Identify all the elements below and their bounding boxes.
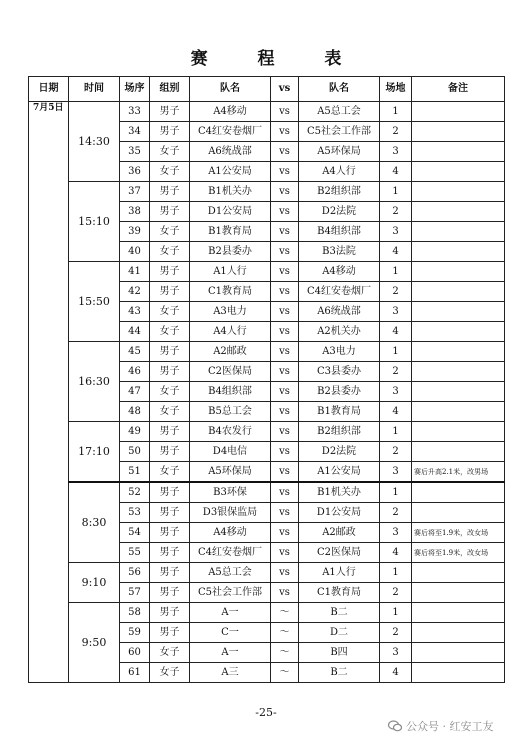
note-cell [412,422,505,442]
watermark [388,718,494,734]
venue-cell: 4 [380,162,412,182]
group-cell: 男子 [150,583,190,603]
time-cell: 15:50 [69,262,120,342]
group-cell: 男子 [150,503,190,523]
team-b-cell: B二 [299,663,380,683]
vs-cell: vs [271,162,299,182]
seq-cell: 48 [120,402,150,422]
team-b-cell: C2医保局 [299,543,380,563]
note-cell [412,182,505,202]
team-b-cell: B二 [299,603,380,623]
vs-cell: ～ [271,643,299,663]
seq-cell: 36 [120,162,150,182]
group-cell: 女子 [150,222,190,242]
note-cell [412,302,505,322]
vs-cell: vs [271,543,299,563]
seq-cell: 54 [120,523,150,543]
group-cell: 女子 [150,402,190,422]
team-a-cell: B1机关办 [190,182,271,202]
team-b-cell: C1教育局 [299,583,380,603]
seq-cell: 51 [120,462,150,483]
note-cell [412,202,505,222]
seq-cell: 59 [120,623,150,643]
seq-cell: 55 [120,543,150,563]
team-a-cell: D4电信 [190,442,271,462]
table-row [29,182,505,202]
time-cell: 9:10 [69,563,120,603]
header-note: 备注 [412,77,505,102]
vs-cell: vs [271,523,299,543]
group-cell: 女子 [150,142,190,162]
note-cell: 赛后升高2.1米，改男场 [412,462,505,483]
vs-cell: ～ [271,663,299,683]
venue-cell: 1 [380,603,412,623]
seq-cell: 58 [120,603,150,623]
team-b-cell: A2邮政 [299,523,380,543]
table-row [29,102,505,122]
group-cell: 男子 [150,563,190,583]
venue-cell: 3 [380,222,412,242]
note-cell [412,482,505,503]
seq-cell: 60 [120,643,150,663]
header-team-a: 队名 [190,77,271,102]
note-cell [412,563,505,583]
vs-cell: vs [271,342,299,362]
vs-cell: vs [271,402,299,422]
note-cell [412,222,505,242]
team-a-cell: A2邮政 [190,342,271,362]
team-a-cell: B4组织部 [190,382,271,402]
venue-cell: 2 [380,623,412,643]
time-cell: 14:30 [69,102,120,182]
team-a-cell: C4红安卷烟厂 [190,122,271,142]
group-cell: 女子 [150,663,190,683]
team-a-cell: A4人行 [190,322,271,342]
vs-cell: vs [271,142,299,162]
table-row [29,482,505,503]
group-cell: 男子 [150,282,190,302]
team-b-cell: B2组织部 [299,422,380,442]
team-b-cell: B2县委办 [299,382,380,402]
team-a-cell: A4移动 [190,523,271,543]
header-group: 组别 [150,77,190,102]
venue-cell: 4 [380,242,412,262]
team-a-cell: C一 [190,623,271,643]
time-cell: 9:50 [69,603,120,683]
group-cell: 女子 [150,242,190,262]
note-cell [412,342,505,362]
venue-cell: 2 [380,202,412,222]
team-a-cell: B5总工会 [190,402,271,422]
watermark-text: 公众号 · 红安工友 [406,720,494,733]
vs-cell: vs [271,322,299,342]
venue-cell: 3 [380,142,412,162]
seq-cell: 47 [120,382,150,402]
date-cell: 7月5日 [29,102,69,683]
seq-cell: 35 [120,142,150,162]
note-cell [412,322,505,342]
seq-cell: 41 [120,262,150,282]
table-row [29,603,505,623]
team-b-cell: D2法院 [299,202,380,222]
note-cell [412,142,505,162]
group-cell: 男子 [150,182,190,202]
header-team-b: 队名 [299,77,380,102]
wechat-icon [388,720,402,732]
team-b-cell: A1公安局 [299,462,380,483]
vs-cell: vs [271,442,299,462]
vs-cell: vs [271,182,299,202]
vs-cell: vs [271,382,299,402]
venue-cell: 1 [380,102,412,122]
team-b-cell: B3法院 [299,242,380,262]
header-venue: 场地 [380,77,412,102]
table-row [29,422,505,442]
note-cell [412,262,505,282]
team-a-cell: C5社会工作部 [190,583,271,603]
team-b-cell: A2机关办 [299,322,380,342]
team-a-cell: B1教育局 [190,222,271,242]
group-cell: 女子 [150,322,190,342]
seq-cell: 33 [120,102,150,122]
group-cell: 女子 [150,643,190,663]
seq-cell: 40 [120,242,150,262]
team-b-cell: A1人行 [299,563,380,583]
venue-cell: 2 [380,503,412,523]
seq-cell: 42 [120,282,150,302]
vs-cell: vs [271,462,299,483]
note-cell [412,623,505,643]
note-cell [412,162,505,182]
seq-cell: 53 [120,503,150,523]
venue-cell: 1 [380,342,412,362]
group-cell: 男子 [150,482,190,503]
seq-cell: 50 [120,442,150,462]
team-a-cell: A一 [190,603,271,623]
team-b-cell: A5总工会 [299,102,380,122]
seq-cell: 38 [120,202,150,222]
team-b-cell: A6统战部 [299,302,380,322]
note-cell [412,282,505,302]
group-cell: 男子 [150,122,190,142]
vs-cell: vs [271,102,299,122]
team-b-cell: B4组织部 [299,222,380,242]
team-b-cell: B四 [299,643,380,663]
team-a-cell: A3电力 [190,302,271,322]
team-a-cell: C4红安卷烟厂 [190,543,271,563]
seq-cell: 34 [120,122,150,142]
team-a-cell: D1公安局 [190,202,271,222]
team-b-cell: B1教育局 [299,402,380,422]
table-row [29,563,505,583]
note-cell [412,122,505,142]
team-b-cell: D2法院 [299,442,380,462]
time-cell: 8:30 [69,482,120,563]
team-b-cell: A5环保局 [299,142,380,162]
schedule-body [29,102,505,683]
header-date: 日期 [29,77,69,102]
team-b-cell: C5社会工作部 [299,122,380,142]
vs-cell: vs [271,482,299,503]
venue-cell: 1 [380,182,412,202]
venue-cell: 3 [380,382,412,402]
group-cell: 男子 [150,523,190,543]
team-b-cell: D二 [299,623,380,643]
vs-cell: vs [271,503,299,523]
venue-cell: 3 [380,302,412,322]
note-cell [412,442,505,462]
team-a-cell: A1人行 [190,262,271,282]
team-a-cell: C2医保局 [190,362,271,382]
note-cell [412,382,505,402]
note-cell [412,102,505,122]
time-cell: 17:10 [69,422,120,483]
note-cell [412,362,505,382]
note-cell: 赛后将至1.9米，改女场 [412,543,505,563]
seq-cell: 43 [120,302,150,322]
venue-cell: 2 [380,282,412,302]
header-row [29,77,505,102]
note-cell [412,643,505,663]
group-cell: 男子 [150,202,190,222]
team-a-cell: A4移动 [190,102,271,122]
venue-cell: 4 [380,543,412,563]
team-a-cell: B2县委办 [190,242,271,262]
group-cell: 男子 [150,362,190,382]
team-a-cell: A5总工会 [190,563,271,583]
time-cell: 15:10 [69,182,120,262]
note-cell [412,503,505,523]
vs-cell: vs [271,362,299,382]
vs-cell: vs [271,222,299,242]
seq-cell: 52 [120,482,150,503]
venue-cell: 3 [380,462,412,483]
venue-cell: 4 [380,663,412,683]
vs-cell: vs [271,422,299,442]
seq-cell: 61 [120,663,150,683]
seq-cell: 45 [120,342,150,362]
note-cell [412,402,505,422]
team-a-cell: A1公安局 [190,162,271,182]
venue-cell: 2 [380,442,412,462]
page-number: -25- [255,706,277,719]
team-b-cell: A4移动 [299,262,380,282]
header-seq: 场序 [120,77,150,102]
venue-cell: 4 [380,402,412,422]
group-cell: 男子 [150,342,190,362]
group-cell: 男子 [150,262,190,282]
seq-cell: 39 [120,222,150,242]
team-b-cell: C3县委办 [299,362,380,382]
schedule-table [28,76,505,683]
vs-cell: vs [271,262,299,282]
team-b-cell: B1机关办 [299,482,380,503]
venue-cell: 2 [380,362,412,382]
venue-cell: 3 [380,523,412,543]
header-time: 时间 [69,77,120,102]
vs-cell: vs [271,202,299,222]
group-cell: 男子 [150,422,190,442]
group-cell: 女子 [150,462,190,483]
team-a-cell: C1教育局 [190,282,271,302]
vs-cell: vs [271,242,299,262]
seq-cell: 44 [120,322,150,342]
venue-cell: 4 [380,322,412,342]
note-cell [412,603,505,623]
venue-cell: 1 [380,482,412,503]
venue-cell: 2 [380,583,412,603]
team-b-cell: B2组织部 [299,182,380,202]
table-row [29,342,505,362]
team-a-cell: D3银保监局 [190,503,271,523]
seq-cell: 49 [120,422,150,442]
group-cell: 女子 [150,162,190,182]
team-b-cell: A4人行 [299,162,380,182]
seq-cell: 46 [120,362,150,382]
vs-cell: vs [271,122,299,142]
vs-cell: ～ [271,623,299,643]
note-cell [412,242,505,262]
header-vs: vs [271,77,299,102]
group-cell: 男子 [150,102,190,122]
seq-cell: 37 [120,182,150,202]
group-cell: 男子 [150,623,190,643]
venue-cell: 3 [380,643,412,663]
seq-cell: 56 [120,563,150,583]
team-a-cell: A三 [190,663,271,683]
team-b-cell: C4红安卷烟厂 [299,282,380,302]
vs-cell: ～ [271,603,299,623]
venue-cell: 1 [380,262,412,282]
table-row [29,262,505,282]
team-a-cell: A5环保局 [190,462,271,483]
note-cell [412,663,505,683]
group-cell: 女子 [150,382,190,402]
team-b-cell: D1公安局 [299,503,380,523]
vs-cell: vs [271,282,299,302]
group-cell: 男子 [150,442,190,462]
note-cell: 赛后将至1.9米，改女场 [412,523,505,543]
group-cell: 男子 [150,543,190,563]
venue-cell: 2 [380,122,412,142]
vs-cell: vs [271,302,299,322]
venue-cell: 1 [380,563,412,583]
page-title: 赛 程 表 [190,49,364,69]
team-a-cell: A一 [190,643,271,663]
note-cell [412,583,505,603]
vs-cell: vs [271,563,299,583]
team-a-cell: B3环保 [190,482,271,503]
group-cell: 男子 [150,603,190,623]
vs-cell: vs [271,583,299,603]
venue-cell: 1 [380,422,412,442]
time-cell: 16:30 [69,342,120,422]
team-a-cell: B4农发行 [190,422,271,442]
group-cell: 女子 [150,302,190,322]
team-b-cell: A3电力 [299,342,380,362]
seq-cell: 57 [120,583,150,603]
team-a-cell: A6统战部 [190,142,271,162]
